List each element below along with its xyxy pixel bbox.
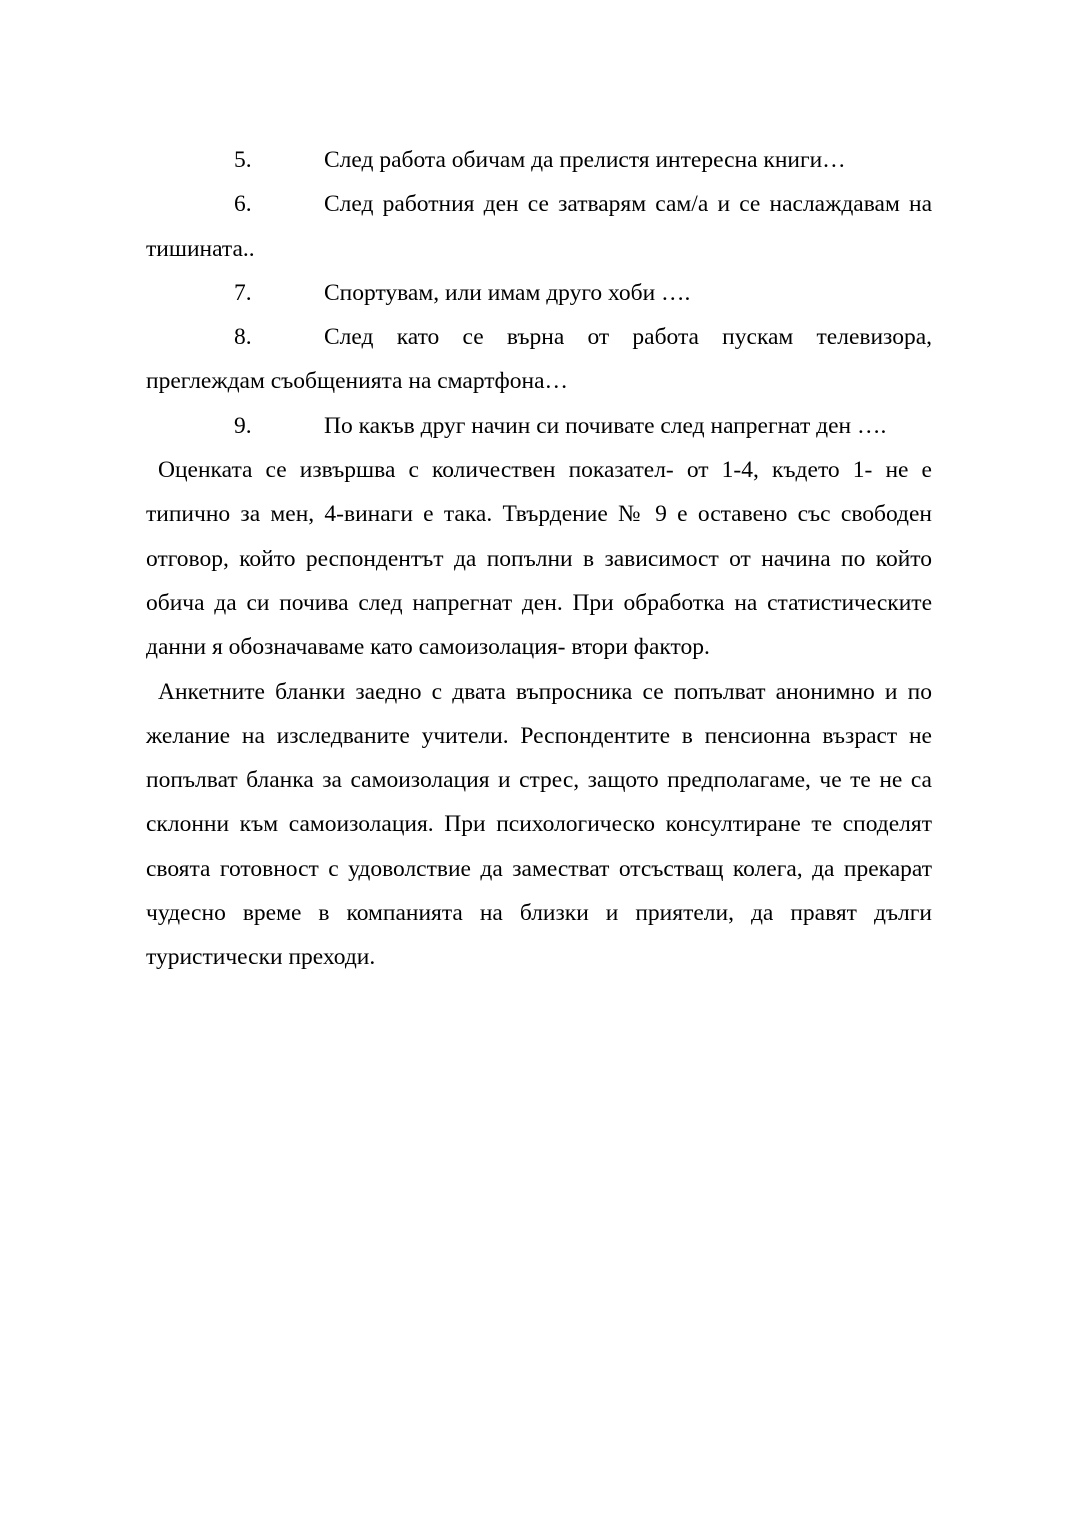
list-item (146, 182, 932, 271)
body-paragraph: Оценката се извършва с количествен показател- от 1-4, където 1- не е типично за мен, 4-винаги е така. Твърдение № 9 е оставено със свободен отговор, който респондентът да попълни в зависимост от начина по който обича да си почива след напрегнат ден. При обработка на статистическите данни я обозначаваме като самоизолация- втори фактор. (146, 457, 932, 661)
list-item-number: 5. (234, 147, 252, 173)
list-item-text: След работния ден се затварям сам/а и се наслаждавам на тишината.. (146, 191, 932, 262)
document-body (146, 138, 932, 980)
list-item-text: По какъв друг начин си почивате след напрегнат ден …. (324, 412, 887, 439)
list-item-text: След като се върна от работа пускам телевизора, преглеждам съобщенията на смартфона… (146, 324, 932, 395)
list-item (146, 315, 932, 404)
list-item-text: След работа обичам да прелистя интересна книги… (324, 147, 846, 173)
list-item (146, 138, 932, 182)
list-item (146, 404, 932, 448)
list-item-number: 9. (234, 412, 252, 439)
list-item-number: 7. (234, 279, 252, 306)
list-item-number: 6. (234, 191, 252, 218)
list-item (146, 271, 932, 315)
list-item-text: Спортувам, или имам друго хоби …. (324, 279, 691, 306)
body-paragraph: Анкетните бланки заедно с двата въпросника се попълват анонимно и по желание на изследваните учители. Респондентите в пенсионна възраст не попълват бланка за самоизолация и стрес, защото предполагаме, че те не са склонни към самоизолация. При психологическо консултиране те споделят своята готовност с удоволствие да заместват отсъстващ колега, да прекарат чудесно време в компанията на близки и приятели, да правят дълги туристически преходи. (146, 678, 932, 971)
list-item-number: 8. (234, 324, 252, 351)
